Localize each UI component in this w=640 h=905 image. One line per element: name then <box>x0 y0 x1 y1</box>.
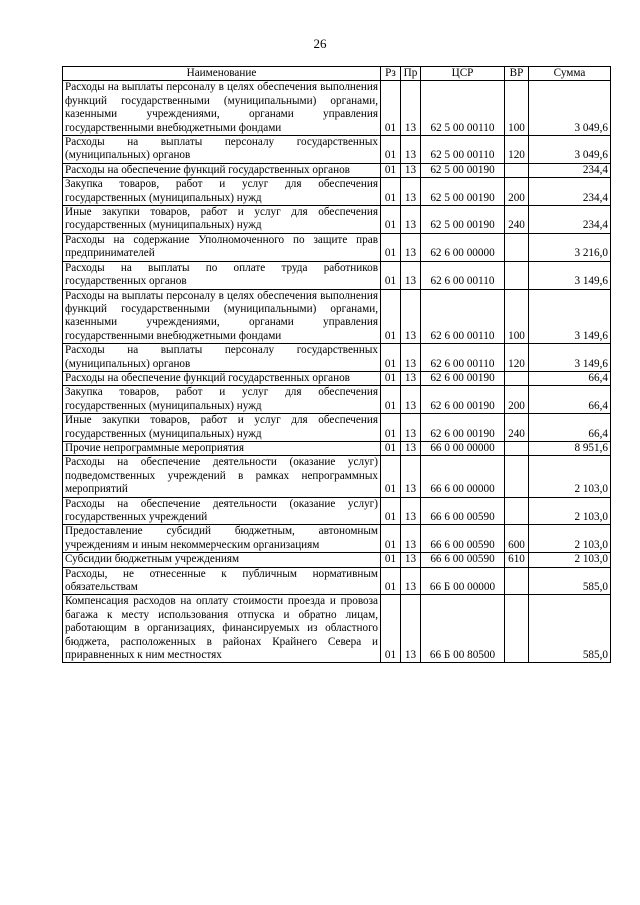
table-header-row <box>63 67 611 81</box>
cell-sum: 2 103,0 <box>529 456 611 497</box>
cell-vr <box>505 497 529 525</box>
cell-rz: 01 <box>381 567 401 595</box>
cell-sum: 3 149,6 <box>529 344 611 372</box>
cell-csr: 66 Б 00 00000 <box>421 567 505 595</box>
cell-vr: 200 <box>505 178 529 206</box>
cell-name: Расходы на обеспечение деятельности (оказание услуг) подведомственных учреждений в рамках непрограммных мероприятий <box>63 456 381 497</box>
table-row <box>63 261 611 289</box>
table-row <box>63 441 611 455</box>
table-row <box>63 525 611 553</box>
cell-vr: 120 <box>505 344 529 372</box>
cell-pr: 13 <box>401 414 421 442</box>
cell-vr: 600 <box>505 525 529 553</box>
cell-pr: 13 <box>401 386 421 414</box>
cell-name: Расходы на выплаты персоналу в целях обеспечения выполнения функций государственными (муниципальными) органами, казенными учреждениями, органами управления государственными внебюджетными фондами <box>63 81 381 136</box>
cell-csr: 62 6 00 00190 <box>421 386 505 414</box>
cell-pr: 13 <box>401 233 421 261</box>
cell-rz: 01 <box>381 414 401 442</box>
budget-table <box>62 66 611 663</box>
cell-sum: 3 049,6 <box>529 136 611 164</box>
cell-sum: 2 103,0 <box>529 525 611 553</box>
cell-name: Расходы на содержание Уполномоченного по защите прав предпринимателей <box>63 233 381 261</box>
cell-pr: 13 <box>401 456 421 497</box>
header-vr: ВР <box>505 67 529 81</box>
cell-vr <box>505 456 529 497</box>
cell-pr: 13 <box>401 136 421 164</box>
cell-sum: 2 103,0 <box>529 553 611 567</box>
page-number: 26 <box>313 36 327 51</box>
cell-name: Иные закупки товаров, работ и услуг для обеспечения государственных (муниципальных) нужд <box>63 206 381 234</box>
cell-csr: 62 5 00 00110 <box>421 136 505 164</box>
cell-name: Субсидии бюджетным учреждениям <box>63 553 381 567</box>
cell-pr: 13 <box>401 525 421 553</box>
cell-name: Предоставление субсидий бюджетным, автономным учреждениям и иным некоммерческим организациям <box>63 525 381 553</box>
cell-pr: 13 <box>401 497 421 525</box>
cell-csr: 62 6 00 00110 <box>421 261 505 289</box>
cell-vr <box>505 261 529 289</box>
cell-name: Прочие непрограммные мероприятия <box>63 441 381 455</box>
cell-csr: 62 6 00 00110 <box>421 289 505 344</box>
table-row <box>63 344 611 372</box>
cell-rz: 01 <box>381 525 401 553</box>
cell-name: Расходы на выплаты по оплате труда работников государственных органов <box>63 261 381 289</box>
cell-pr: 13 <box>401 81 421 136</box>
cell-sum: 585,0 <box>529 567 611 595</box>
cell-pr: 13 <box>401 163 421 177</box>
cell-vr <box>505 371 529 385</box>
cell-vr <box>505 441 529 455</box>
cell-name: Иные закупки товаров, работ и услуг для обеспечения государственных (муниципальных) нужд <box>63 414 381 442</box>
cell-pr: 13 <box>401 553 421 567</box>
cell-pr: 13 <box>401 371 421 385</box>
cell-csr: 66 6 00 00590 <box>421 553 505 567</box>
cell-rz: 01 <box>381 595 401 663</box>
cell-rz: 01 <box>381 178 401 206</box>
cell-rz: 01 <box>381 371 401 385</box>
cell-rz: 01 <box>381 456 401 497</box>
cell-rz: 01 <box>381 344 401 372</box>
cell-rz: 01 <box>381 553 401 567</box>
cell-vr <box>505 163 529 177</box>
cell-sum: 234,4 <box>529 163 611 177</box>
cell-vr: 240 <box>505 206 529 234</box>
cell-sum: 3 049,6 <box>529 81 611 136</box>
cell-pr: 13 <box>401 441 421 455</box>
cell-pr: 13 <box>401 178 421 206</box>
cell-sum: 3 149,6 <box>529 289 611 344</box>
table-row <box>63 386 611 414</box>
cell-pr: 13 <box>401 567 421 595</box>
table-body <box>63 81 611 663</box>
cell-rz: 01 <box>381 163 401 177</box>
cell-name: Закупка товаров, работ и услуг для обеспечения государственных (муниципальных) нужд <box>63 386 381 414</box>
cell-name: Расходы, не отнесенные к публичным нормативным обязательствам <box>63 567 381 595</box>
cell-sum: 66,4 <box>529 371 611 385</box>
table-row <box>63 163 611 177</box>
header-sum: Сумма <box>529 67 611 81</box>
cell-csr: 62 6 00 00190 <box>421 371 505 385</box>
cell-sum: 2 103,0 <box>529 497 611 525</box>
cell-csr: 62 6 00 00000 <box>421 233 505 261</box>
cell-vr: 100 <box>505 81 529 136</box>
cell-sum: 66,4 <box>529 414 611 442</box>
cell-pr: 13 <box>401 344 421 372</box>
cell-pr: 13 <box>401 595 421 663</box>
cell-vr <box>505 567 529 595</box>
header-pr: Пр <box>401 67 421 81</box>
cell-name: Закупка товаров, работ и услуг для обеспечения государственных (муниципальных) нужд <box>63 178 381 206</box>
table-row <box>63 567 611 595</box>
cell-rz: 01 <box>381 206 401 234</box>
cell-name: Расходы на выплаты персоналу государственных (муниципальных) органов <box>63 136 381 164</box>
table-row <box>63 371 611 385</box>
header-rz: Рз <box>381 67 401 81</box>
cell-rz: 01 <box>381 136 401 164</box>
cell-pr: 13 <box>401 206 421 234</box>
cell-csr: 66 6 00 00000 <box>421 456 505 497</box>
table-row <box>63 497 611 525</box>
cell-vr: 610 <box>505 553 529 567</box>
header-name: Наименование <box>63 67 381 81</box>
cell-vr <box>505 233 529 261</box>
cell-csr: 66 6 00 00590 <box>421 497 505 525</box>
cell-sum: 234,4 <box>529 206 611 234</box>
cell-sum: 585,0 <box>529 595 611 663</box>
cell-sum: 66,4 <box>529 386 611 414</box>
cell-csr: 62 5 00 00110 <box>421 81 505 136</box>
cell-vr: 100 <box>505 289 529 344</box>
table-row <box>63 553 611 567</box>
cell-rz: 01 <box>381 233 401 261</box>
cell-name: Расходы на обеспечение функций государственных органов <box>63 371 381 385</box>
table-row <box>63 414 611 442</box>
cell-name: Расходы на обеспечение функций государственных органов <box>63 163 381 177</box>
table-row <box>63 81 611 136</box>
cell-csr: 62 5 00 00190 <box>421 206 505 234</box>
cell-vr: 120 <box>505 136 529 164</box>
cell-csr: 62 5 00 00190 <box>421 178 505 206</box>
cell-csr: 66 Б 00 80500 <box>421 595 505 663</box>
cell-vr <box>505 595 529 663</box>
table-row <box>63 206 611 234</box>
cell-name: Расходы на выплаты персоналу государственных (муниципальных) органов <box>63 344 381 372</box>
cell-sum: 3 216,0 <box>529 233 611 261</box>
cell-csr: 62 5 00 00190 <box>421 163 505 177</box>
cell-pr: 13 <box>401 261 421 289</box>
cell-name: Расходы на обеспечение деятельности (оказание услуг) государственных учреждений <box>63 497 381 525</box>
cell-rz: 01 <box>381 441 401 455</box>
cell-rz: 01 <box>381 261 401 289</box>
cell-csr: 66 6 00 00590 <box>421 525 505 553</box>
cell-rz: 01 <box>381 289 401 344</box>
table-row <box>63 595 611 663</box>
table-row <box>63 289 611 344</box>
cell-name: Расходы на выплаты персоналу в целях обеспечения выполнения функций государственными (муниципальными) органами, казенными учреждениями, органами управления государственными внебюджетными фондами <box>63 289 381 344</box>
cell-sum: 8 951,6 <box>529 441 611 455</box>
cell-csr: 62 6 00 00190 <box>421 414 505 442</box>
cell-sum: 234,4 <box>529 178 611 206</box>
cell-name: Компенсация расходов на оплату стоимости проезда и провоза багажа к месту использования отпуска и обратно лицам, работающим в организациях, финансируемых из областного бюджета, расположенных в районах Крайнего Севера и приравненных к ним местностях <box>63 595 381 663</box>
header-csr: ЦСР <box>421 67 505 81</box>
table-row <box>63 178 611 206</box>
cell-rz: 01 <box>381 497 401 525</box>
table-row <box>63 233 611 261</box>
cell-sum: 3 149,6 <box>529 261 611 289</box>
cell-rz: 01 <box>381 81 401 136</box>
cell-vr: 240 <box>505 414 529 442</box>
cell-rz: 01 <box>381 386 401 414</box>
cell-csr: 66 0 00 00000 <box>421 441 505 455</box>
cell-vr: 200 <box>505 386 529 414</box>
table-row <box>63 456 611 497</box>
table-row <box>63 136 611 164</box>
cell-pr: 13 <box>401 289 421 344</box>
cell-csr: 62 6 00 00110 <box>421 344 505 372</box>
